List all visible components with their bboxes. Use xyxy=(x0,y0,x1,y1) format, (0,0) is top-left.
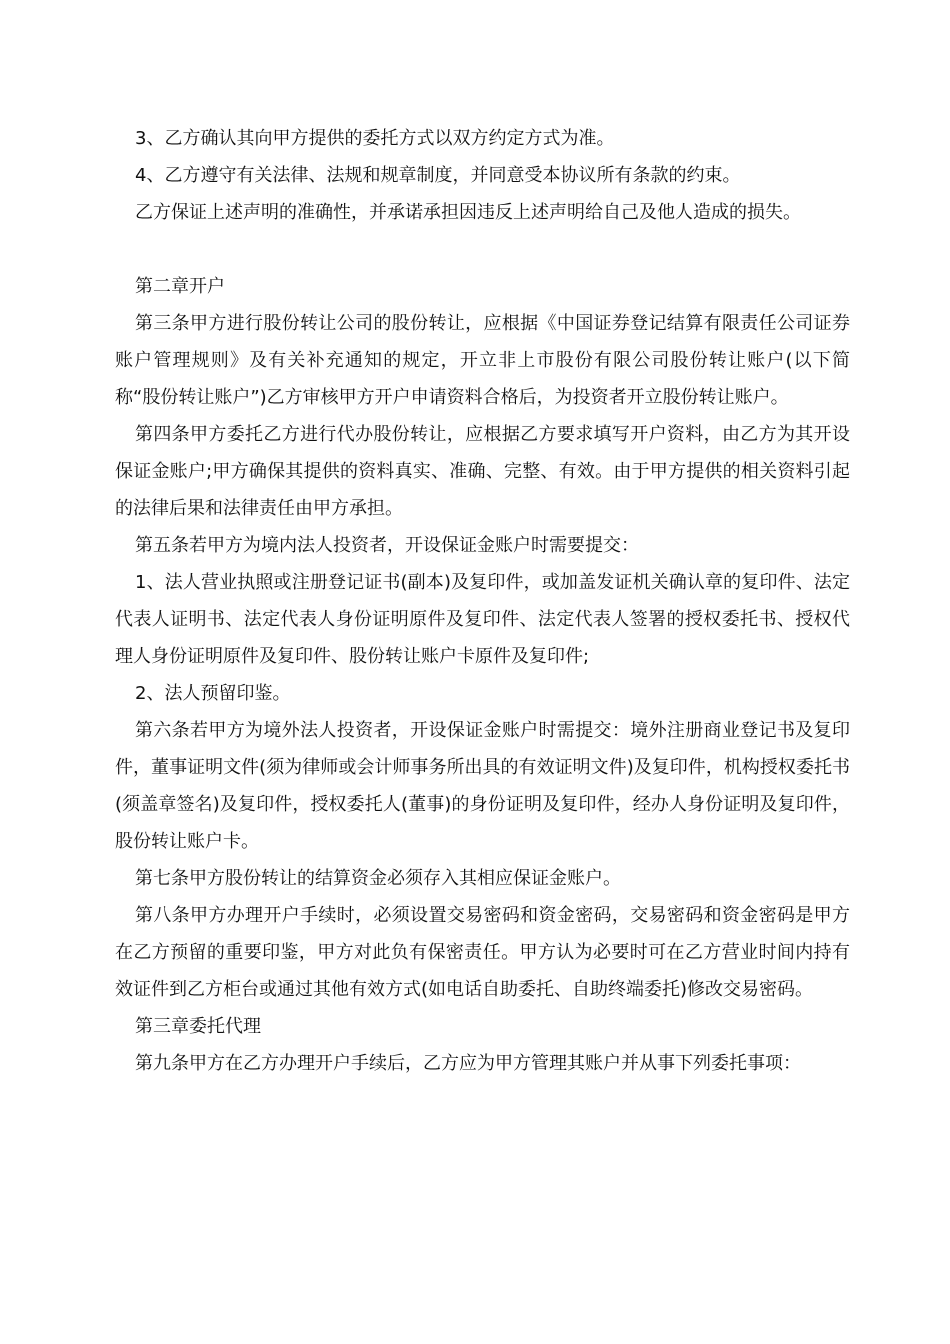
article-4: 第四条甲方委托乙方进行代办股份转让，应根据乙方要求填写开户资料，由乙方为其开设保证金账户;甲方确保其提供的资料真实、准确、完整、有效。由于甲方提供的相关资料引起的法律后果和法律责任由甲方承担。 xyxy=(115,424,850,519)
article-5-item-1: 1、法人营业执照或注册登记证书(副本)及复印件，或加盖发证机关确认章的复印件、法定代表人证明书、法定代表人身份证明原件及复印件、法定代表人签署的授权委托书、授权代理人身份证明原件及复印件、股份转让账户卡原件及复印件; xyxy=(115,572,850,667)
article-3: 第三条甲方进行股份转让公司的股份转让，应根据《中国证券登记结算有限责任公司证券账户管理规则》及有关补充通知的规定，开立非上市股份有限公司股份转让账户(以下简称“股份转让账户”)乙方审核甲方开户申请资料合格后，为投资者开立股份转让账户。 xyxy=(115,313,850,408)
article-6: 第六条若甲方为境外法人投资者，开设保证金账户时需提交：境外注册商业登记书及复印件，董事证明文件(须为律师或会计师事务所出具的有效证明文件)及复印件，机构授权委托书(须盖章签名)及复印件，授权委托人(董事)的身份证明及复印件，经办人身份证明及复印件，股份转让账户卡。 xyxy=(115,720,850,852)
chapter-heading-2: 第二章开户 xyxy=(135,276,225,297)
article-5-item-2: 2、法人预留印鉴。 xyxy=(135,683,291,704)
blank-line xyxy=(115,231,850,268)
paragraph-item-3: 3、乙方确认其向甲方提供的委托方式以双方约定方式为准。 xyxy=(135,128,615,149)
document-page xyxy=(115,120,850,1082)
chapter-heading-3: 第三章委托代理 xyxy=(135,1016,261,1037)
article-7: 第七条甲方股份转让的结算资金必须存入其相应保证金账户。 xyxy=(135,868,621,889)
article-8: 第八条甲方办理开户手续时，必须设置交易密码和资金密码，交易密码和资金密码是甲方在乙方预留的重要印鉴，甲方对此负有保密责任。甲方认为必要时可在乙方营业时间内持有效证件到乙方柜台或通过其他有效方式(如电话自助委托、自助终端委托)修改交易密码。 xyxy=(115,905,850,1000)
paragraph-item-4: 4、乙方遵守有关法律、法规和规章制度，并同意受本协议所有条款的约束。 xyxy=(135,165,741,186)
article-9: 第九条甲方在乙方办理开户手续后，乙方应为甲方管理其账户并从事下列委托事项： xyxy=(135,1053,801,1074)
article-5: 第五条若甲方为境内法人投资者，开设保证金账户时需要提交： xyxy=(135,535,639,556)
paragraph-declaration-guarantee: 乙方保证上述声明的准确性，并承诺承担因违反上述声明给自己及他人造成的损失。 xyxy=(135,202,801,223)
